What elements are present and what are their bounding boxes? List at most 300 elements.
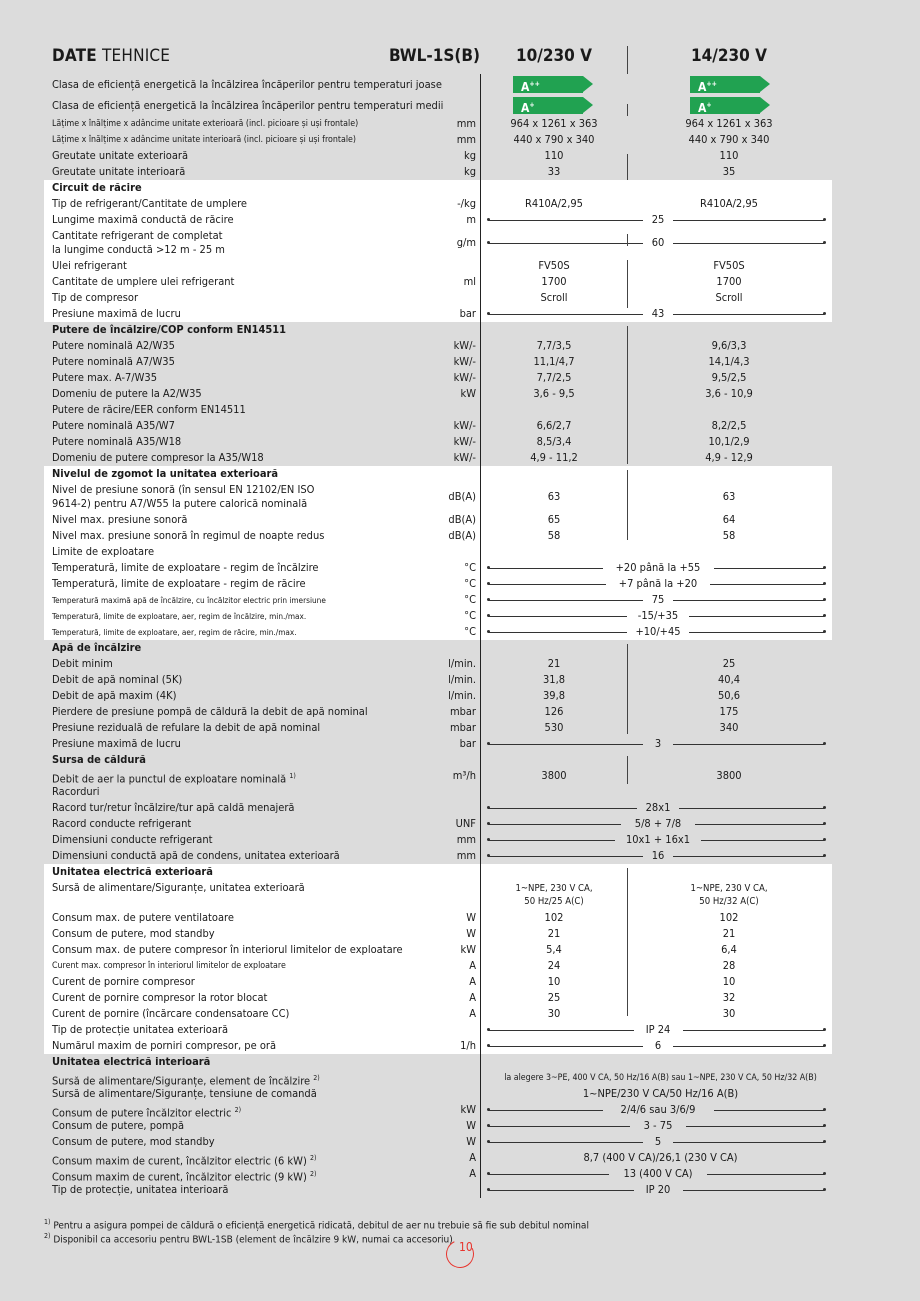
row-unit: A [469,1167,476,1180]
row-unit: mm [456,833,476,846]
table-row [44,800,832,816]
row-label-text: Consum de putere încălzitor electric [52,1106,232,1120]
row-label [52,784,99,800]
row-label [52,816,191,832]
span-text: 2/4/6 sau 3/6/9 [620,1103,696,1116]
table-row [44,512,832,528]
section-heading-row [44,1054,832,1070]
table-row [44,402,832,418]
value-10: 24 [547,959,561,972]
table-row [44,528,832,544]
table-header [44,44,832,74]
class-letter: A [521,80,530,94]
value-14: 32 [722,991,736,1004]
row-label-text: Ulei refrigerant [52,259,127,272]
value-column-divider [627,868,628,1016]
span-value [488,1038,828,1054]
value-column-divider [627,326,628,464]
row-label: Clasa de eficiență energetică la încălzirea încăperilor pentru temperaturi joase [52,78,442,91]
value-10: 964 x 1261 x 363 [510,117,598,130]
row-label [52,926,215,942]
row-label-text: Temperatură, limite de exploatare, aer, regim de răcire, min./max. [52,627,297,637]
table-row [44,1118,832,1134]
row-label [52,1038,276,1054]
table-row [44,544,832,560]
row-label [52,402,246,418]
row-label-line-1: Nivel de presiune sonoră (în sensul EN 12102/EN ISO [52,483,315,496]
row-label-text: Racord tur/retur încălzire/tur apă caldă menajeră [52,801,295,814]
row-label-text: Tip de refrigerant/Cantitate de umplere [52,197,248,210]
value-10: 31,8 [542,673,566,686]
span-text: 13 (400 V CA) [623,1167,693,1180]
badge-label [521,97,535,117]
table-row [44,880,832,910]
table-row [44,1182,832,1198]
row-label-text: Putere nominală A35/W18 [52,435,182,448]
row-unit: mm [456,117,476,130]
row-label-text: Consum maxim de curent, încălzitor electric (9 kW) [52,1170,307,1184]
span-value [488,1022,828,1038]
row-unit: °C [464,561,476,574]
span-text: 28x1 [645,801,671,814]
span-value [488,848,828,864]
row-label [52,196,247,212]
row-label [52,881,305,895]
span-value [488,1166,828,1182]
value-10: 7,7/2,5 [536,371,572,384]
row-label [52,990,267,1006]
row-label [52,608,306,624]
row-label [52,1086,317,1102]
value-10: 25 [547,991,561,1004]
table-row [44,560,832,576]
table-row [44,338,832,354]
column-divider [480,466,481,640]
row-unit: 1/h [460,1039,476,1052]
merged-value: 8,7 (400 V CA)/26,1 (230 V CA) [583,1151,738,1164]
value-14: 175 [719,705,739,718]
row-unit: W [466,1119,476,1132]
table-row [44,736,832,752]
table-row [44,942,832,958]
efficiency-row [44,74,832,95]
row-label [52,958,286,974]
row-label [52,544,154,560]
value-10: 11,1/4,7 [533,355,575,368]
row-label [52,338,175,354]
value-14: 9,6/3,3 [711,339,747,352]
row-label [52,910,234,926]
value-14: 30 [722,1007,736,1020]
source-section [44,752,832,864]
row-label-text: Presiune reziduală de refulare la debit de apă nominal [52,721,321,734]
row-label-text: Lățime x înălțime x adâncime unitate interioară (incl. picioare și uși frontale) [52,135,356,145]
row-label [52,720,320,736]
table-row [44,1086,832,1102]
row-unit: UNF [455,817,476,830]
row-unit: kW/- [453,419,476,432]
table-row [44,228,832,258]
table-row [44,306,832,322]
column-divider [480,752,481,864]
row-label [52,832,212,848]
value-10: 10 [547,975,561,988]
table-row [44,990,832,1006]
badge-label [521,76,540,96]
value-10: 3,6 - 9,5 [533,387,575,400]
table-row [44,196,832,212]
table-row [44,434,832,450]
value-10: 3800 [541,769,567,782]
span-text: 16 [651,849,665,862]
span-text: 43 [651,307,665,320]
elec-int-section [44,1054,832,1198]
section-heading-row [44,640,832,656]
value-14: FV50S [713,259,745,272]
value-10: 58 [547,529,561,542]
row-label-text: Lungime maximă conductă de răcire [52,213,234,226]
row-unit: A [469,1151,476,1164]
value-14: Scroll [715,291,743,304]
table-row [44,926,832,942]
table-row [44,1134,832,1150]
section-heading: Putere de încălzire/COP conform EN14511 [52,323,287,336]
row-label-text: Nivel max. presiune sonoră [52,513,188,526]
row-label-line-1: Cantitate refrigerant de completat [52,229,223,242]
row-unit: l/min. [448,689,476,702]
row-unit: °C [464,577,476,590]
row-unit: kW/- [453,339,476,352]
span-text: 6 [654,1039,662,1052]
value-14: 58 [722,529,736,542]
value-10: Scroll [540,291,568,304]
value-10: 63 [547,490,561,503]
value-10: 110 [544,149,564,162]
table-row [44,418,832,434]
cooling-section [44,180,832,322]
section-heading-row [44,322,832,338]
row-label-text: Consum de putere, pompă [52,1119,185,1132]
row-label [52,274,234,290]
row-label-text: Putere nominală A2/W35 [52,339,175,352]
row-label-text: Greutate unitate interioară [52,165,186,178]
value-column-divider [627,260,628,308]
section-heading: Unitatea electrică interioară [52,1055,211,1068]
span-text: +7 până la +20 [618,577,698,590]
column-divider [480,180,481,322]
value-10: 126 [544,705,564,718]
water-section [44,640,832,752]
table-row [44,1038,832,1054]
table-row [44,274,832,290]
table-row [44,116,832,132]
row-label [52,576,306,592]
value-10: 7,7/3,5 [536,339,572,352]
row-label [52,148,188,164]
value-10: 8,5/3,4 [536,435,572,448]
table-row [44,290,832,306]
row-label [52,624,297,640]
span-text: 3 - 75 [643,1119,673,1132]
row-label-text: Racord conducte refrigerant [52,817,192,830]
value-column-divider [627,644,628,734]
value-14 [664,882,794,908]
row-unit: W [466,911,476,924]
value-10: 102 [544,911,564,924]
row-label [52,164,185,180]
row-label [52,483,314,511]
table-row [44,354,832,370]
value-column-divider [627,756,628,784]
page-title: DATE TEHNICE [52,46,171,66]
span-value [488,306,828,322]
row-label [52,848,340,864]
value-10: 21 [547,927,561,940]
row-unit: l/min. [448,657,476,670]
row-unit: °C [464,609,476,622]
row-unit: kW [460,943,476,956]
value-10-line-2: 50 Hz/25 A(C) [524,896,584,907]
row-label [52,512,187,528]
heating-section [44,322,832,466]
row-unit: °C [464,593,476,606]
row-label-text: Consum de putere, mod standby [52,927,215,940]
value-14: 21 [722,927,736,940]
energy-class-badge [513,97,593,114]
row-unit: mm [456,133,476,146]
row-label-text: Numărul maxim de porniri compresor, pe oră [52,1039,277,1052]
row-label-text: Putere de răcire/EER conform EN14511 [52,403,246,416]
row-unit: ml [463,275,476,288]
section-heading: Circuit de răcire [52,181,142,194]
value-14: 10,1/2,9 [708,435,750,448]
table-row [44,656,832,672]
row-label [52,1022,228,1038]
column-divider [480,640,481,752]
table-row [44,592,832,608]
row-label-text: Debit minim [52,657,113,670]
value-14: 28 [722,959,736,972]
section-heading: Apă de încălzire [52,641,142,654]
row-label-line-2: la lungime conductă >12 m - 25 m [52,243,225,256]
row-label-text: Putere nominală A7/W35 [52,355,175,368]
class-plus: + [706,101,712,109]
badge-label [698,97,712,117]
span-value [488,800,828,816]
row-label [52,800,295,816]
row-label-text: Tip de protecție, unitatea interioară [52,1183,229,1196]
row-label-text: Temperatură, limite de exploatare - regim de încălzire [52,561,319,574]
span-text: 25 [651,213,665,226]
row-label-text: Nivel max. presiune sonoră în regimul de noapte redus [52,529,325,542]
table-row [44,1150,832,1166]
row-label [52,974,195,990]
value-14: 35 [722,165,736,178]
row-label [52,1134,215,1150]
footnote-1: $^{1)}$ Pentru a asigura pompei de căldură o eficiență energetică ridicată, debitul de aer nu trebuie să fie sub debitul nominal [44,1218,589,1232]
row-label-text: Dimensiuni conducte refrigerant [52,833,213,846]
row-unit: mbar [449,721,476,734]
row-label [52,736,181,752]
value-14: 440 x 790 x 340 [688,133,770,146]
table-row [44,704,832,720]
value-10: 4,9 - 11,2 [530,451,578,464]
row-label [52,656,113,672]
row-label-text: Tip de compresor [52,291,139,304]
row-label [52,386,202,402]
table-row [44,1070,832,1086]
table-row [44,258,832,274]
row-label-text: Domeniu de putere compresor la A35/W18 [52,451,264,464]
span-value [488,624,828,640]
table-row [44,720,832,736]
value-10 [489,882,619,908]
row-label-text: Limite de exploatare [52,545,155,558]
table-row [44,482,832,512]
row-unit: kW/- [453,355,476,368]
row-label [52,306,181,322]
row-unit: dB(A) [448,513,476,526]
page-number: 10 [446,1240,476,1270]
row-label-text: Curent de pornire (încărcare condensatoare CC) [52,1007,290,1020]
energy-class-badge [513,76,593,93]
span-value [488,576,828,592]
span-value [488,592,828,608]
row-unit: -/kg [457,197,476,210]
span-text: +10/+45 [635,625,681,638]
table-row [44,768,832,784]
row-unit: dB(A) [448,490,476,503]
badge-label [698,76,717,96]
row-unit: mbar [449,705,476,718]
table-row [44,132,832,148]
row-label [52,229,225,257]
table-row [44,164,832,180]
row-label [52,258,127,274]
class-plus: ++ [706,80,717,88]
row-label-text: Temperatură, limite de exploatare - regim de răcire [52,577,306,590]
row-label-text: Consum max. de putere compresor în interiorul limitelor de exploatare [52,943,403,956]
class-letter: A [521,101,530,115]
column-divider [480,322,481,466]
value-10: 5,4 [546,943,562,956]
row-label-text: Putere max. A-7/W35 [52,371,158,384]
row-label [52,688,176,704]
value-14: 3800 [716,769,742,782]
row-unit: l/min. [448,673,476,686]
elec-ext-section [44,864,832,1054]
row-unit: W [466,1135,476,1148]
row-label: Clasa de eficiență energetică la încălzirea încăperilor pentru temperaturi medii [52,99,444,112]
value-10: 440 x 790 x 340 [513,133,595,146]
footnote-ref: 2) [234,1106,242,1114]
row-label [52,132,356,148]
class-letter: A [698,80,707,94]
row-label-text: Presiune maximă de lucru [52,307,181,320]
span-text: IP 20 [645,1183,671,1196]
row-label-text: Curent de pornire compresor la rotor blocat [52,991,268,1004]
table-row [44,832,832,848]
value-10: 530 [544,721,564,734]
span-text: 60 [651,236,665,249]
value-14: 63 [722,490,736,503]
value-10: 65 [547,513,561,526]
value-14: 50,6 [717,689,741,702]
row-unit: m³/h [452,769,476,782]
value-14: 14,1/4,3 [708,355,750,368]
merged-value: 1~NPE/230 V CA/50 Hz/16 A(B) [582,1087,739,1100]
row-label-text: Curent de pornire compresor [52,975,195,988]
row-label [52,672,182,688]
span-value [488,832,828,848]
value-14: 964 x 1261 x 363 [685,117,773,130]
table-row [44,576,832,592]
row-unit: kg [463,149,476,162]
row-unit: mm [456,849,476,862]
row-label-text: Racorduri [52,785,100,798]
row-label-text: Putere nominală A35/W7 [52,419,175,432]
table-row [44,1102,832,1118]
span-value [488,1182,828,1198]
table-row [44,784,832,800]
badge-arrow [583,76,593,92]
row-label [52,418,175,434]
row-label [52,528,324,544]
row-label [52,434,181,450]
span-value [488,816,828,832]
section-heading-row [44,864,832,880]
row-label [52,942,403,958]
section-heading: Nivelul de zgomot la unitatea exterioară [52,467,279,480]
value-10: 1700 [541,275,567,288]
class-letter: A [698,101,707,115]
row-unit: A [469,1007,476,1020]
table-row [44,910,832,926]
general-section [44,74,832,180]
value-14: 3,6 - 10,9 [705,387,753,400]
row-label [52,450,264,466]
span-text: 5 [654,1135,662,1148]
datasheet-page [44,44,832,1198]
table-row [44,370,832,386]
row-label [52,1118,184,1134]
footnote-ref: 1) [289,772,296,780]
row-unit: m [466,213,476,226]
row-unit: kW/- [453,371,476,384]
value-column-divider [627,104,628,116]
table-row [44,816,832,832]
table-row [44,148,832,164]
row-label-text: Greutate unitate exterioară [52,149,189,162]
section-heading-row [44,752,832,768]
row-label-text: Consum de putere, mod standby [52,1135,215,1148]
span-text: 10x1 + 16x1 [625,833,691,846]
value-14: 1700 [716,275,742,288]
value-10: 30 [547,1007,561,1020]
footnote-2: $^{2)}$ Disponibil ca accesoriu pentru BWL-1SB (element de încălzire 9 kW, numai ca accesoriu) [44,1232,453,1246]
value-10: R410A/2,95 [525,197,583,210]
row-label-text: Debit de apă maxim (4K) [52,689,177,702]
column-header-10: 10/230 V [516,46,592,66]
span-text: 5/8 + 7/8 [634,817,682,830]
column-divider [480,74,481,180]
row-label-text: Consum max. de putere ventilatoare [52,911,234,924]
row-label [52,704,368,720]
row-unit: g/m [456,236,476,249]
span-value [488,1118,828,1134]
footnote-ref: 2) [313,1074,320,1082]
span-value [488,235,828,251]
